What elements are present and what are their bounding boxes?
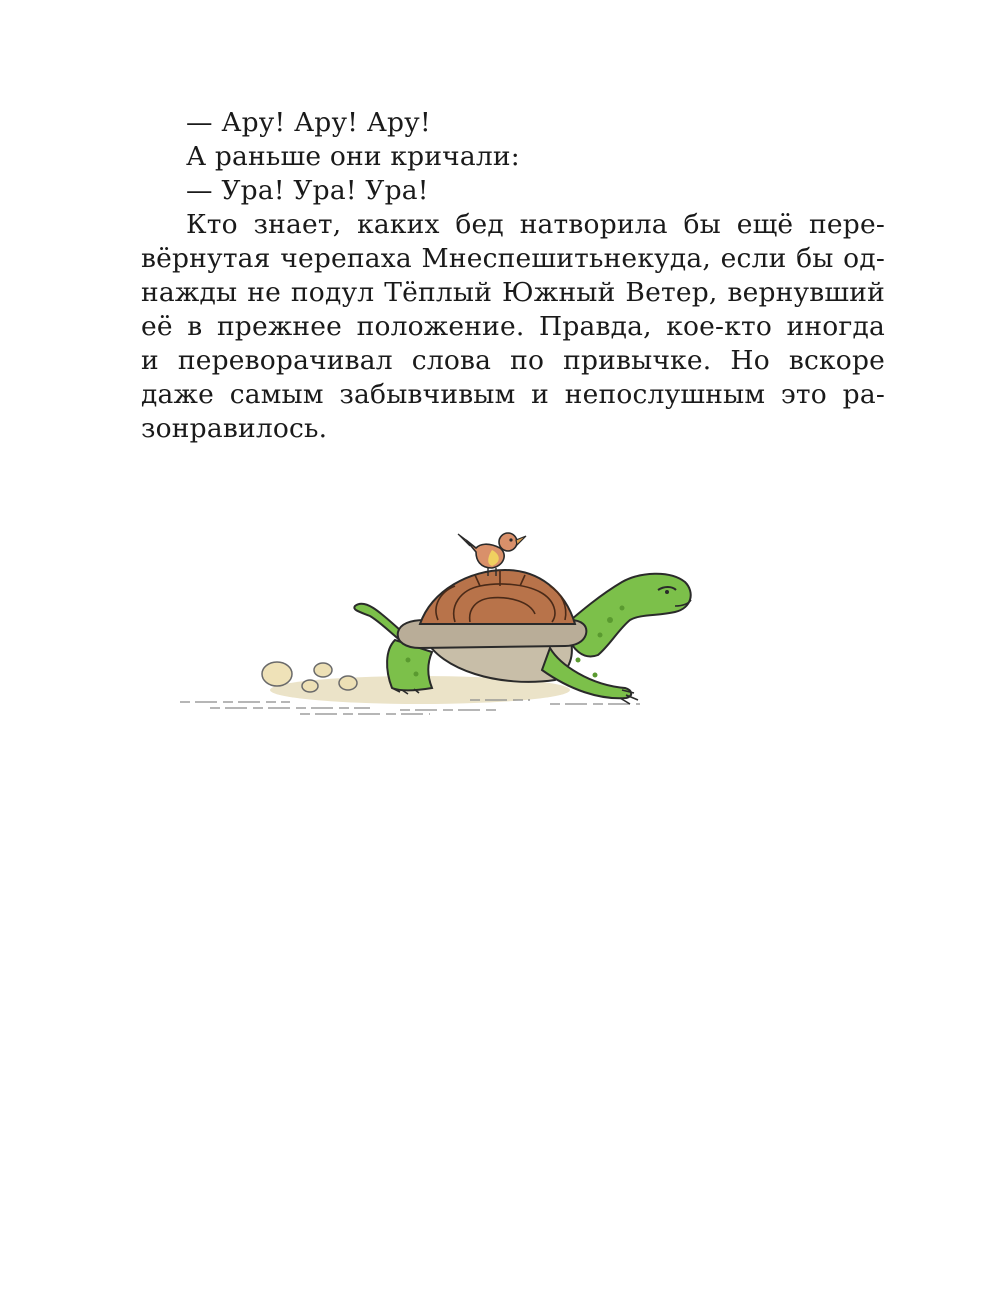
paragraph-line-1: Кто знает, каких бед натворила бы ещё пере- bbox=[186, 209, 885, 240]
paragraph-line-4: её в прежнее положение. Правда, кое-кто иногда bbox=[141, 311, 885, 342]
book-page-text bbox=[0, 0, 987, 480]
turtle-head-neck bbox=[565, 574, 691, 657]
paragraph-line-6: даже самым забывчивым и непослушным это ра- bbox=[141, 379, 885, 410]
paragraph-line-7: зонравилось. bbox=[141, 413, 328, 444]
paragraph-line-2: вёрнутая черепаха Мнеспешитьнекуда, если бы од- bbox=[141, 243, 885, 274]
turtle-pupil bbox=[665, 590, 669, 594]
paragraph-line-3: нажды не подул Тёплый Южный Ветер, вернувший bbox=[141, 277, 885, 308]
bird bbox=[458, 533, 526, 576]
turtle-illustration bbox=[170, 520, 730, 720]
paragraph-line-5: и переворачивал слова по привычке. Но вскоре bbox=[141, 345, 885, 376]
dialogue-line-1: — Ару! Ару! Ару! bbox=[186, 107, 431, 138]
turtle-tail bbox=[354, 604, 402, 642]
dialogue-line-3: — Ура! Ура! Ура! bbox=[186, 175, 429, 206]
dialogue-line-2: А раньше они кричали: bbox=[186, 141, 520, 172]
